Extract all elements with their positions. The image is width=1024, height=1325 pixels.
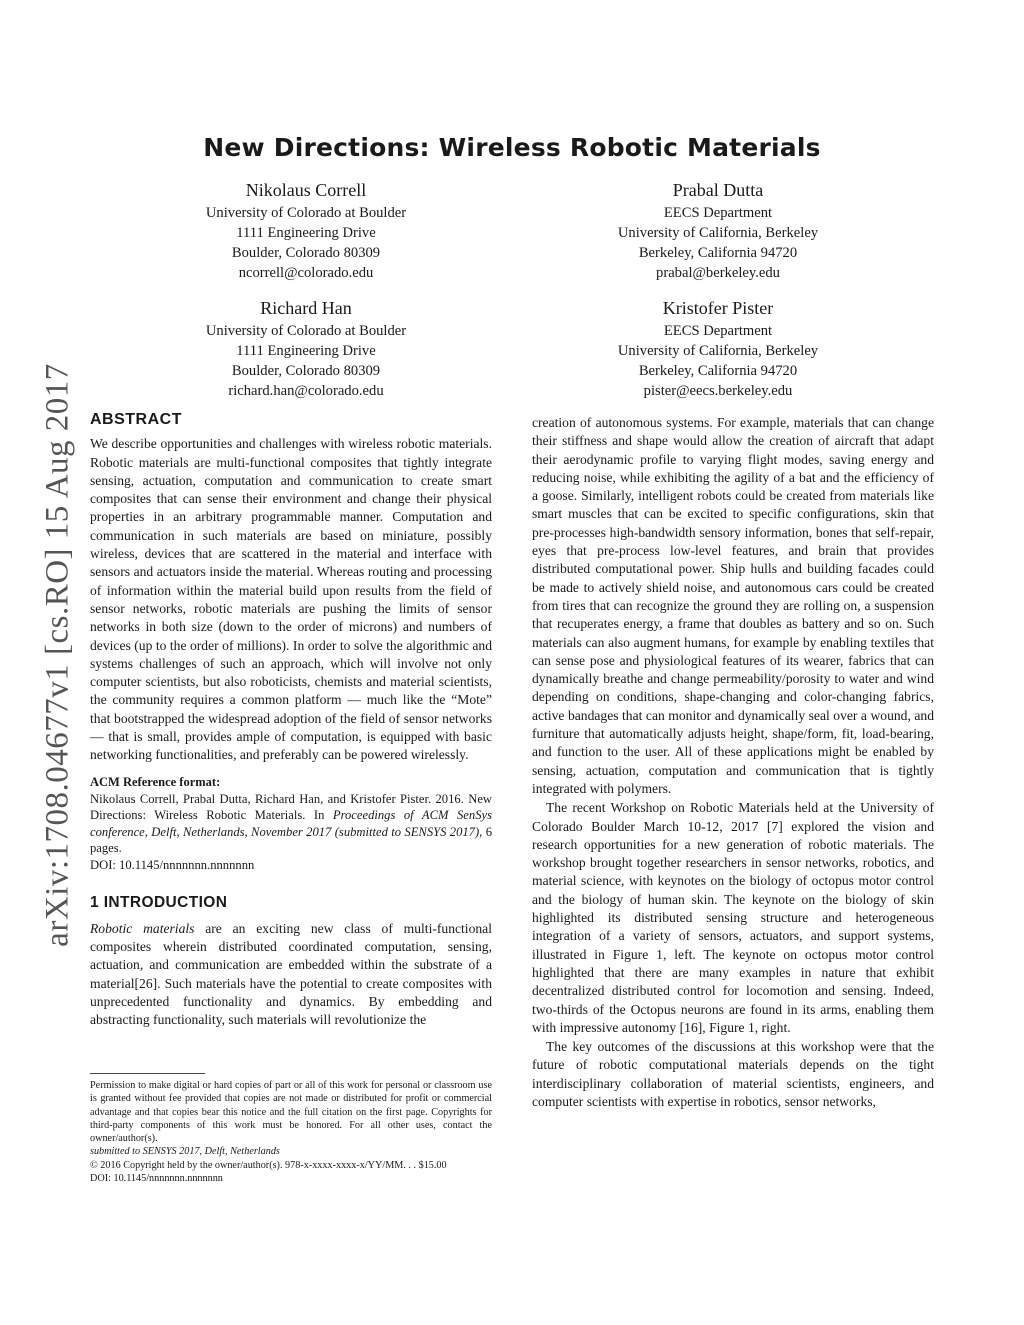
body-paragraph: The key outcomes of the discussions at this workshop were that the future of robotic computational materials depends on the tight interdisciplinary collaboration of material scientists, engineers, and computer scientists with expertise in robotics, sensor networks, (532, 1039, 934, 1109)
author-address: 1111 Engineering Drive (236, 225, 376, 241)
paper-title: New Directions: Wireless Robotic Materials (203, 133, 821, 162)
intro-paragraph (90, 920, 492, 1030)
abstract-text: We describe opportunities and challenges with wireless robotic materials. Robotic materials are multi-functional composites that tightly integrate sensing, actuation, computation and communication to create smart composites that can sense their environment and change their physical properties in an arbitrary programmable manner. Computation and communication in such materials are based on miniature, possibly wireless, devices that are scattered in the material and interface with sensors and actuators inside the material. Whereas routing and processing of information within the material build upon results from the field of sensor networks, robotic materials are pushing the limits of sensor networks in both size (down to the order of microns) and numbers of devices (up to the order of millions). In order to solve the algorithmic and systems challenges of such an approach, which will involve not only computer scientists, but also roboticists, chemists and material scientists, the community requires a common platform — much like the “Mote” that bootstrapped the widespread adoption of the field of sensor networks — that is small, provides ample of computation, is equipped with basic networking functionalities, and preferably can be powered wirelessly. (90, 436, 492, 763)
section-heading: 1 INTRODUCTION (90, 894, 228, 912)
intro-text: are an exciting new class of multi-functional composites wherein distributed coordinated computation, sensing, actuation, and communication are embedded within the substrate of a material[26]. Such materials have the potential to create composites with unprecedented functionality and dynamics. By embedding and abstracting functionality, such materials will revolutionize the (90, 920, 492, 1028)
intro-italic-term: Robotic materials (90, 920, 195, 936)
acm-reference-pages: 6 pages. (90, 824, 492, 856)
author-block (136, 177, 476, 283)
footnote-rule (90, 1073, 205, 1074)
author-address: University of California, Berkeley (617, 225, 819, 241)
author-address: University of California, Berkeley (617, 343, 819, 359)
author-affiliation: University of Colorado at Boulder (205, 205, 407, 221)
left-column (90, 411, 492, 1030)
author-affiliation: EECS Department (663, 205, 773, 221)
author-address: 1111 Engineering Drive (236, 343, 376, 359)
author-name: Nikolaus Correll (245, 180, 367, 200)
acm-reference-venue: Proceedings of ACM SenSys conference, Delft, Netherlands, November 2017 (submitted to SENSYS 2017), (90, 808, 492, 839)
right-column (532, 414, 934, 1111)
author-name: Prabal Dutta (672, 180, 764, 200)
author-email: pister@eecs.berkeley.edu (643, 383, 793, 399)
acm-reference-doi: DOI: 10.1145/nnnnnnn.nnnnnnn (90, 857, 255, 872)
author-name: Richard Han (260, 298, 352, 318)
author-email: ncorrell@colorado.edu (238, 265, 374, 281)
footnote-submitted (90, 1145, 492, 1158)
acm-reference (90, 791, 492, 874)
footnote (90, 1073, 492, 1185)
acm-reference-authors: Nikolaus Correll, Prabal Dutta, Richard Han, and Kristofer Pister. 2016. (90, 791, 464, 806)
footnote-permission: Permission to make digital or hard copies of part or all of this work for personal or classroom use is granted without fee provided that copies are not made or distributed for profit or commercial advantage and that copies bear this notice and the full citation on the first page. Copyrights for third-party components of this work must be honored. For all other uses, contact the owner/author(s). (90, 1080, 492, 1145)
author-block (548, 295, 888, 401)
author-name: Kristofer Pister (662, 298, 774, 318)
body-paragraph: The recent Workshop on Robotic Materials held at the University of Colorado Boulder March 10-12, 2017 [7] explored the vision and research opportunities for a new generation of robotic materials. The workshop brought together researchers in sensor networks, robotics, and material science, with keynotes on the biology of octopus motor control and the biology of human skin. The keynote on the biology of skin highlighted its distributed sensing structure and heterogeneous integration of a variety of sensors, actuators, and support systems, illustrated in Figure 1, left. The keynote on octopus motor control highlighted that there are many examples in nature that exhibit decentralized distributed control for locomotion and sensing. Indeed, two-thirds of the Octopus neurons are found in its arms, enabling them with impressive autonomy [16], Figure 1, right. (532, 800, 934, 1035)
author-block (136, 295, 476, 401)
author-city: Boulder, Colorado 80309 (231, 363, 381, 379)
author-city: Berkeley, California 94720 (638, 363, 798, 379)
author-block (548, 177, 888, 283)
arxiv-identifier: arXiv:1708.04677v1 [cs.RO] 15 Aug 2017 (39, 363, 76, 947)
author-city: Berkeley, California 94720 (638, 245, 798, 261)
author-affiliation: EECS Department (663, 323, 773, 339)
body-paragraph: creation of autonomous systems. For example, materials that can change their stiffness and shape would allow the creation of aircraft that adapt their aerodynamic profile to varying flight modes, saving energy and reducing noise, while exhibiting the agility of a bat and the efficiency of a goose. Similarly, intelligent robots could be created from materials like smart muscles that can be excited to specific configurations, skin that pre-processes high-bandwidth sensory information, bones that self-repair, eyes that pre-process low-level features, and brain that provides distributed computational power. Ship hulls and building facades could be made to actively shield noise, and autonomous cars could be created from tires that can recognize the ground they are rolling on, a suspension that recuperates energy, a frame that doubles as battery and so on. Such materials can also augment humans, for example by enabling textiles that can sense pose and physiological features of its wearer, fabrics that can dynamically breathe and change permeability/porosity to water and wind depending on conditions, shape-changing and color-changing fabrics, active bandages that can monitor and dynamically seal over a wound, and furniture that automatically adjusts height, shape/form, fit, load-bearing, and function to the user. All of these applications might be enabled by sensing, actuation, computation and communication that is tightly integrated with polymers. (532, 415, 934, 796)
footnote-copyright: © 2016 Copyright held by the owner/author(s). 978-x-xxxx-xxxx-x/YY/MM. . . $15.00 (90, 1159, 447, 1171)
acm-reference-title: New Directions: Wireless Robotic Materials. In (90, 791, 492, 823)
footnote-doi: DOI: 10.1145/nnnnnnn.nnnnnnn (90, 1173, 223, 1185)
author-email: richard.han@colorado.edu (228, 383, 384, 399)
author-email: prabal@berkeley.edu (656, 265, 780, 281)
author-affiliation: University of Colorado at Boulder (205, 323, 407, 339)
footnote-submitted-text: submitted to SENSYS 2017, Delft, Netherlands (90, 1146, 280, 1158)
acm-reference-heading: ACM Reference format: (90, 774, 221, 789)
author-city: Boulder, Colorado 80309 (231, 245, 381, 261)
abstract-heading: ABSTRACT (90, 411, 182, 428)
